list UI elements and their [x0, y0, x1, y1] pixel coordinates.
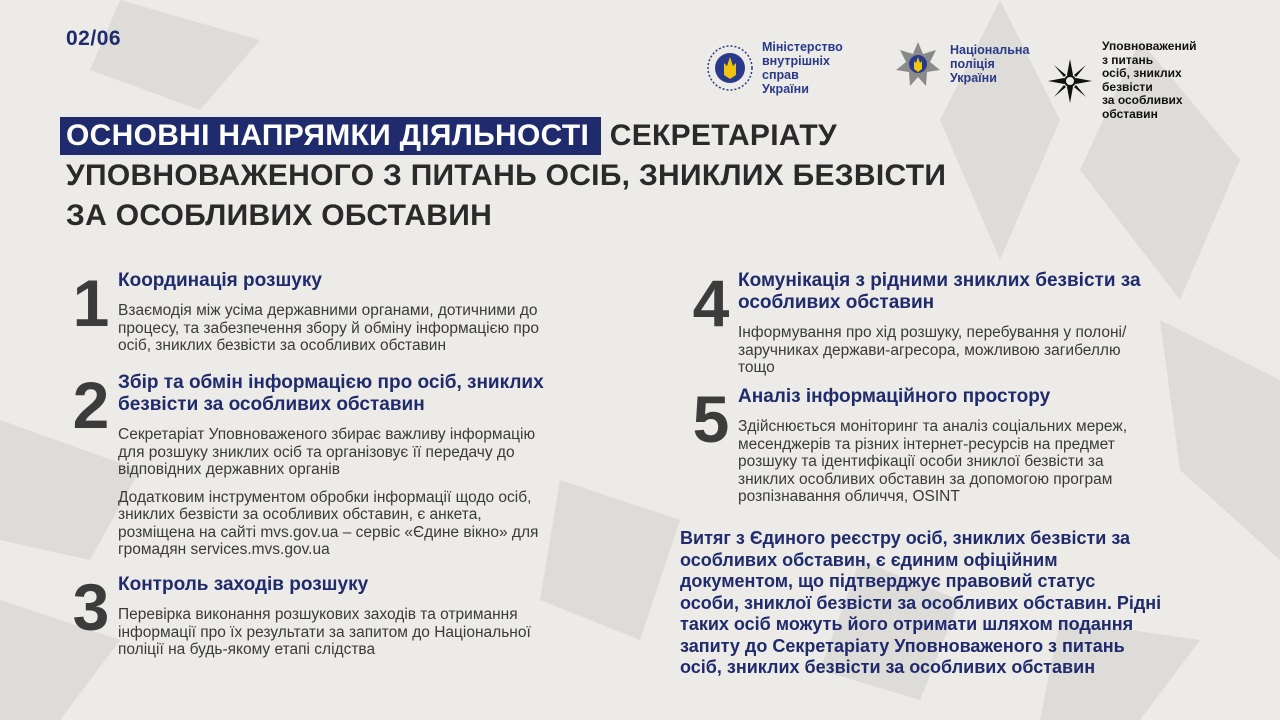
item-heading: Збір та обмін інформацією про осіб, зниклих безвісти за особливих обставин — [118, 372, 544, 415]
item-paragraph: Взаємодія між усіма державними органами, дотичними до процесу, та забезпечення збору й обміну інформацією про осіб, зниклих безвісти за особливих обставин — [118, 302, 540, 354]
logo-mvs — [706, 40, 843, 96]
item-paragraph: Інформування про хід розшуку, перебування у полоні/ заручниках держави-агресора, можливою загибеллю тощо — [738, 324, 1127, 376]
police-star-icon — [894, 40, 942, 88]
registry-extract-note: Витяг з Єдиного реєстру осіб, зниклих безвісти за особливих обставин, є єдиним офіційним документом, що підтверджує правовий статус особи, зниклої безвісти за особливих обставин. Рідні таких осіб можуть його отримати шляхом подання запиту до Секретаріату Уповноваженого з питань осіб, зниклих безвісти за особливих обставин — [680, 528, 1162, 677]
item-number: 5 — [692, 382, 730, 456]
logo-ombudsman — [1046, 40, 1196, 121]
page-number: 02/06 — [66, 27, 122, 50]
mvs-logo-text: Міністерство внутрішніх справ України — [762, 40, 843, 96]
item-paragraph: Додатковим інструментом обробки інформації щодо осіб, зниклих безвісти за особливих обставин, є анкета, розміщена на сайті mvs.gov.ua – сервіс «Єдине вікно» для громадян services.mvs.gov.ua — [118, 488, 539, 558]
item-number: 1 — [72, 266, 110, 340]
item-paragraph: Секретаріат Уповноваженого збирає важливу інформацію для розшуку зниклих осіб та організовує її передачу до відповідних державних органів — [118, 426, 536, 478]
item-number: 3 — [72, 570, 110, 644]
ombudsman-logo-text: Уповноважений з питань осіб, зниклих безвісти за особливих обставин — [1102, 39, 1197, 121]
title-highlight: ОСНОВНІ НАПРЯМКИ ДІЯЛЬНОСТІ — [60, 117, 601, 155]
logo-police — [894, 40, 1029, 88]
page-title — [66, 116, 966, 236]
title-rest: СЕКРЕТАРІАТУ УПОВНОВАЖЕНОГО З ПИТАНЬ ОСІБ, ЗНИКЛИХ БЕЗВІСТИ ЗА ОСОБЛИВИХ ОБСТАВИН — [66, 119, 947, 232]
item-heading: Аналіз інформаційного простору — [738, 386, 1051, 407]
item-heading: Координація розшуку — [118, 270, 322, 291]
item-paragraph: Перевірка виконання розшукових заходів та отримання інформації про їх результати за запитом до Національної поліції на будь-якому етапі слідства — [118, 606, 531, 658]
ombudsman-emblem-icon — [1046, 57, 1094, 105]
item-number: 4 — [692, 266, 730, 340]
item-paragraph: Здійснюється моніторинг та аналіз соціальних мереж, месенджерів та різних інтернет-ресурсів на предмет розшуку та ідентифікації особи зниклої безвісти за зниклих особливих обставин за допомогою програм розпізнавання обличчя, OSINT — [738, 418, 1128, 505]
item-number: 2 — [72, 368, 110, 442]
police-logo-text: Національна поліція України — [950, 43, 1030, 85]
mvs-emblem-icon — [706, 44, 754, 92]
item-heading: Контроль заходів розшуку — [118, 574, 369, 595]
item-heading: Комунікація з рідними зниклих безвісти за особливих обставин — [738, 270, 1141, 313]
